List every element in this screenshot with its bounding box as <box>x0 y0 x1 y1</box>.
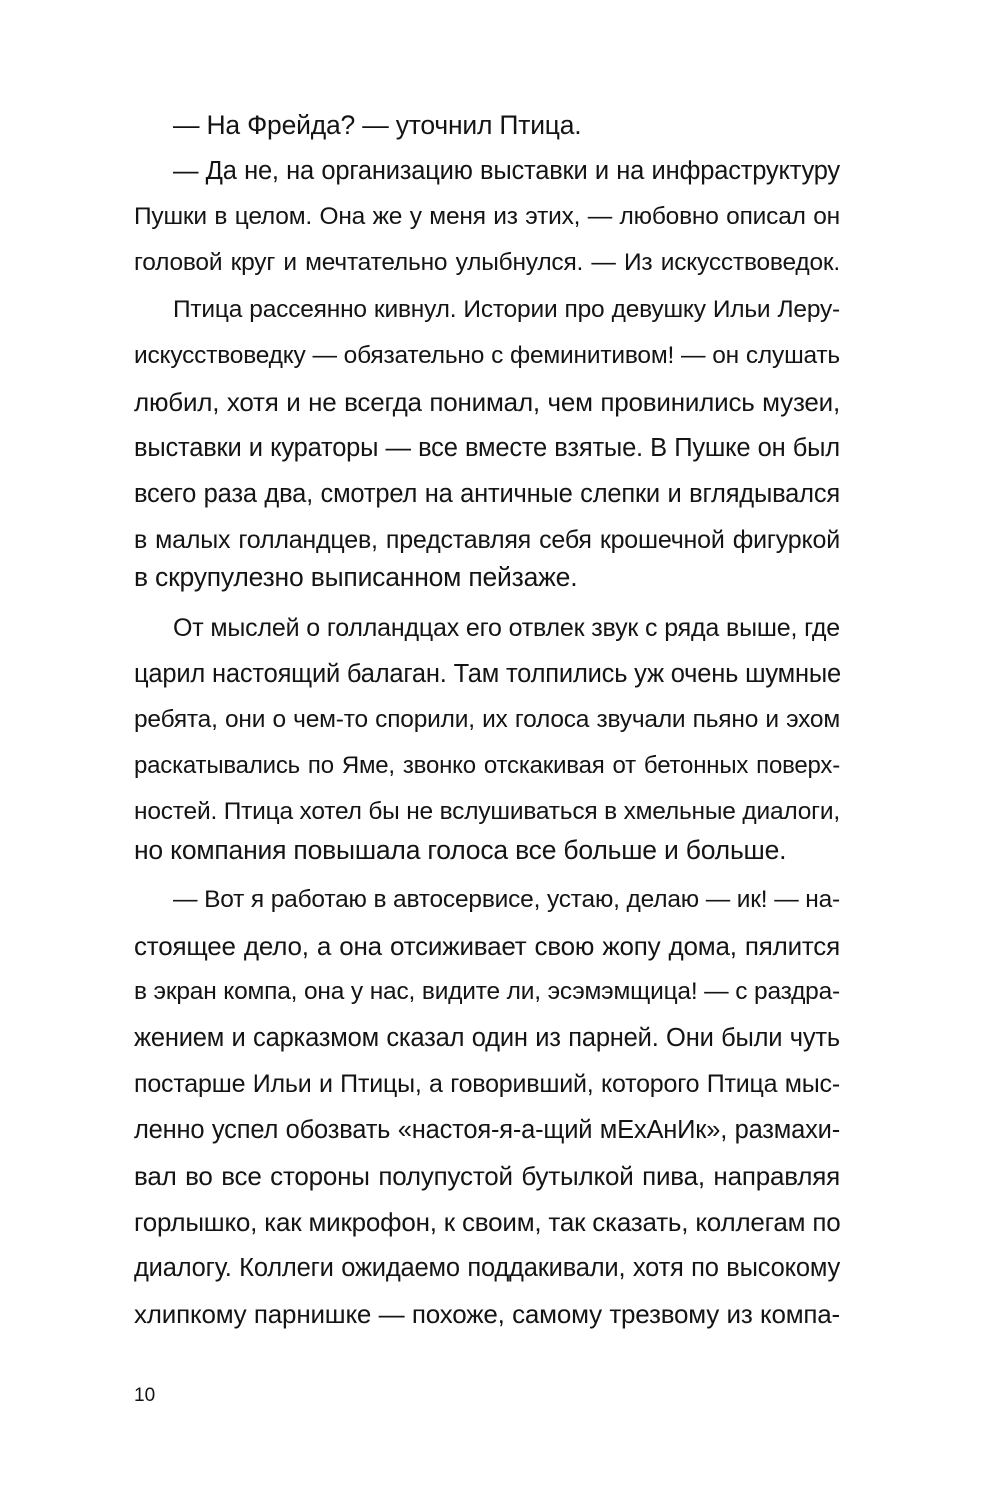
text-line: раскатывались по Яме, звонко отскакивая от бетонных поверх- <box>134 752 840 779</box>
text-line: в малых голландцев, представляя себя крошечной фигуркой <box>134 526 840 554</box>
text-line: всего раза два, смотрел на античные слепки и вглядывался <box>134 480 840 508</box>
text-line: хлипкому парнишке — похоже, самому трезвому из компа- <box>134 1299 840 1329</box>
text-line: стоящее дело, а она отсиживает свою жопу дома, пялится <box>134 931 840 961</box>
text-line: выставки и кураторы — все вместе взятые. В Пушке он был <box>134 434 840 462</box>
text-line: царил настоящий балаган. Там толпились уж очень шумные <box>134 660 841 688</box>
text-line: в скрупулезно выписанном пейзаже. <box>134 562 578 592</box>
text-line: диалогу. Коллеги ожидаемо поддакивали, хотя по высокому <box>134 1254 840 1282</box>
text-line: горлышко, как микрофон, к своим, так сказать, коллегам по <box>134 1207 841 1237</box>
text-line: От мыслей о голландцах его отвлек звук с ряда выше, где <box>173 614 840 642</box>
text-line: ребята, они о чем-то спорили, их голоса звучали пьяно и эхом <box>134 706 840 733</box>
text-line: ностей. Птица хотел бы не вслушиваться в хмельные диалоги, <box>134 798 840 825</box>
text-line: головой круг и мечтательно улыбнулся. — Из искусствоведок. <box>134 249 840 276</box>
text-line: в экран компа, она у нас, видите ли, эсэмэмщица! — с раздра- <box>134 978 840 1005</box>
text-line: жением и сарказмом сказал один из парней. Они были чуть <box>134 1024 840 1052</box>
text-line: ленно успел обозвать «настоя-я-а-щий мЕхАнИк», размахи- <box>134 1116 840 1144</box>
text-line: но компания повышала голоса все больше и больше. <box>134 835 787 865</box>
text-line: Пушки в целом. Она же у меня из этих, — любовно описал он <box>134 203 840 230</box>
text-line: — На Фрейда? — уточнил Птица. <box>173 110 582 140</box>
text-line: вал во все стороны полупустой бутылкой пива, направляя <box>134 1161 840 1191</box>
text-line: Птица рассеянно кивнул. Истории про девушку Ильи Леру- <box>173 296 840 323</box>
text-line: искусствоведку — обязательно с феминитивом! — он слушать <box>134 342 840 369</box>
text-line: — Вот я работаю в автосервисе, устаю, делаю — ик! — на- <box>173 886 840 913</box>
text-line: постарше Ильи и Птицы, а говоривший, которого Птица мыс- <box>134 1070 840 1098</box>
page-number: 10 <box>134 1385 156 1406</box>
text-line: любил, хотя и не всегда понимал, чем провинились музеи, <box>134 387 840 417</box>
text-line: — Да не, на организацию выставки и на инфраструктуру <box>173 157 840 185</box>
